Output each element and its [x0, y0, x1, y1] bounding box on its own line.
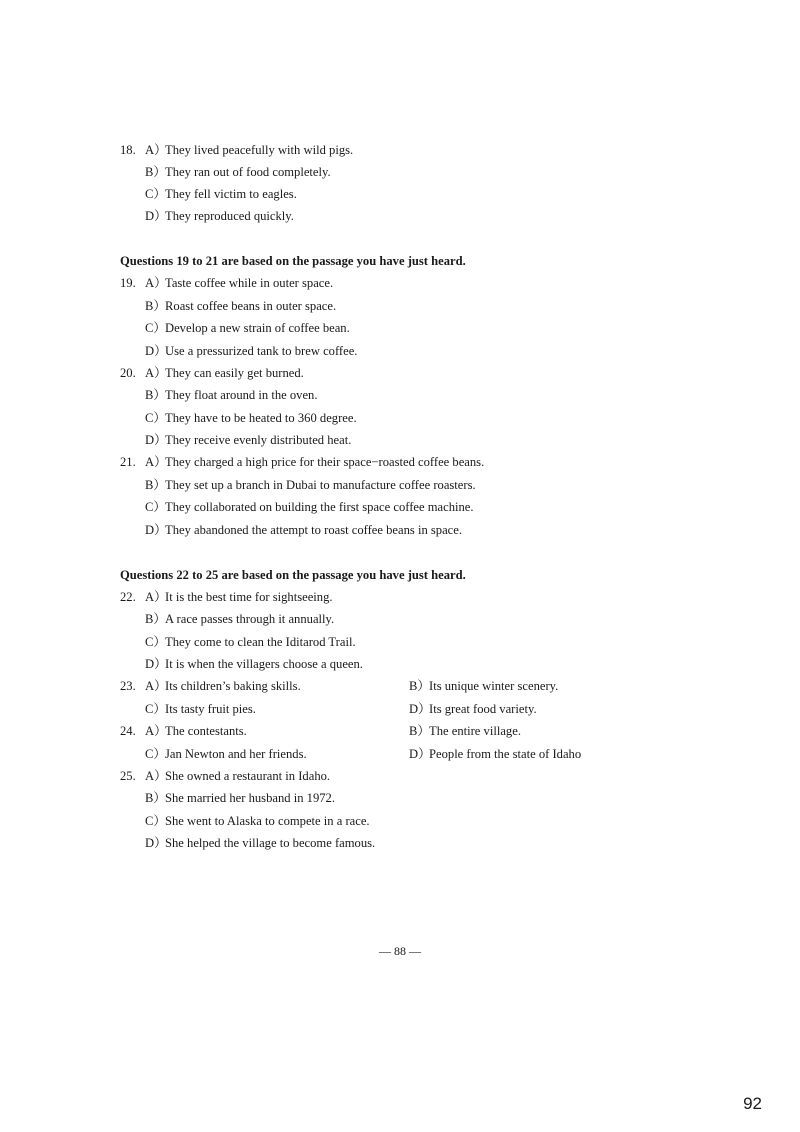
question-number: 21. — [120, 455, 136, 469]
option-c: C）Jan Newton and her friends. — [145, 747, 307, 761]
page-number: 92 — [743, 1094, 762, 1113]
question-number: 19. — [120, 276, 136, 290]
option-c: C）They fell victim to eagles. — [145, 187, 297, 201]
option-c: C）They come to clean the Iditarod Trail. — [145, 635, 356, 649]
option-d: D）People from the state of Idaho — [409, 747, 582, 761]
option-c: C）They collaborated on building the first space coffee machine. — [145, 500, 474, 514]
option-a: A）Its children’s baking skills. — [145, 679, 301, 693]
section-heading: Questions 22 to 25 are based on the passage you have just heard. — [120, 568, 466, 582]
option-b: B）She married her husband in 1972. — [145, 791, 335, 805]
option-b: B）The entire village. — [409, 724, 521, 738]
option-b: B）They set up a branch in Dubai to manufacture coffee roasters. — [145, 478, 476, 492]
question-number: 23. — [120, 679, 136, 693]
question-number: 20. — [120, 366, 136, 380]
option-b: B）Roast coffee beans in outer space. — [145, 299, 337, 313]
option-d: D）Its great food variety. — [409, 702, 537, 716]
question-number: 24. — [120, 724, 136, 738]
question-number: 25. — [120, 769, 136, 783]
option-d: D）She helped the village to become famous. — [145, 836, 376, 850]
option-a: A）She owned a restaurant in Idaho. — [145, 769, 331, 783]
option-a: A）They charged a high price for their space−roasted coffee beans. — [145, 455, 485, 469]
option-b: B）They float around in the oven. — [145, 388, 318, 402]
option-b: B）They ran out of food completely. — [145, 165, 331, 179]
option-a: A）Taste coffee while in outer space. — [145, 276, 334, 290]
option-d: D）It is when the villagers choose a queen. — [145, 657, 363, 671]
option-d: D）They receive evenly distributed heat. — [145, 433, 352, 447]
option-a: A）They lived peacefully with wild pigs. — [145, 143, 354, 157]
section-heading: Questions 19 to 21 are based on the passage you have just heard. — [120, 254, 466, 268]
option-a: A）The contestants. — [145, 724, 247, 738]
option-c: C）Its tasty fruit pies. — [145, 702, 256, 716]
option-c: C）They have to be heated to 360 degree. — [145, 411, 357, 425]
option-b: B）Its unique winter scenery. — [409, 679, 559, 693]
option-d: D）They reproduced quickly. — [145, 209, 294, 223]
question-number: 22. — [120, 590, 136, 604]
option-d: D）They abandoned the attempt to roast coffee beans in space. — [145, 523, 463, 537]
option-c: C）She went to Alaska to compete in a race. — [145, 814, 370, 828]
option-d: D）Use a pressurized tank to brew coffee. — [145, 344, 358, 358]
question-number: 18. — [120, 143, 136, 157]
option-a: A）They can easily get burned. — [145, 366, 304, 380]
page-footer: — 88 — — [379, 944, 421, 958]
option-b: B）A race passes through it annually. — [145, 612, 335, 626]
option-c: C）Develop a new strain of coffee bean. — [145, 321, 350, 335]
option-a: A）It is the best time for sightseeing. — [145, 590, 333, 604]
